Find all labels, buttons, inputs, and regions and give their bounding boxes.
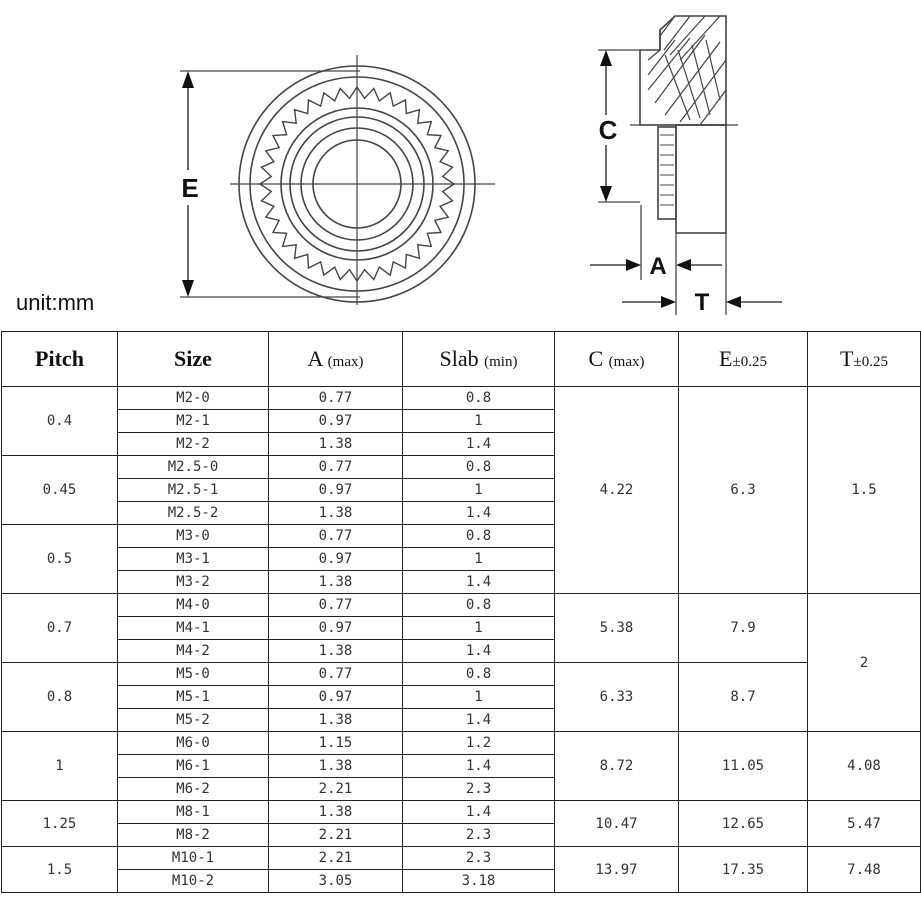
pitch-cell: 0.8 [2, 663, 118, 732]
a-cell: 0.77 [269, 594, 403, 617]
c-cell: 10.47 [555, 801, 679, 847]
header-e: E±0.25 [679, 332, 808, 387]
slab-cell: 0.8 [403, 387, 555, 410]
size-cell: M2.5-2 [118, 502, 269, 525]
e-cell: 17.35 [679, 847, 808, 893]
pitch-cell: 1.25 [2, 801, 118, 847]
c-cell: 5.38 [555, 594, 679, 663]
table-row [2, 594, 921, 617]
c-cell: 6.33 [555, 663, 679, 732]
size-cell: M8-1 [118, 801, 269, 824]
size-cell: M5-0 [118, 663, 269, 686]
pitch-cell: 0.5 [2, 525, 118, 594]
size-cell: M2-2 [118, 433, 269, 456]
unit-label: unit:mm [16, 290, 95, 315]
size-cell: M4-1 [118, 617, 269, 640]
size-cell: M2-1 [118, 410, 269, 433]
slab-cell: 1.2 [403, 732, 555, 755]
a-cell: 1.38 [269, 502, 403, 525]
a-cell: 0.77 [269, 456, 403, 479]
table-row [2, 663, 921, 686]
slab-cell: 1 [403, 617, 555, 640]
slab-cell: 2.3 [403, 778, 555, 801]
e-cell: 11.05 [679, 732, 808, 801]
slab-cell: 1 [403, 686, 555, 709]
size-cell: M5-2 [118, 709, 269, 732]
size-cell: M5-1 [118, 686, 269, 709]
dimension-c-label: C [598, 115, 618, 145]
e-cell: 12.65 [679, 801, 808, 847]
a-cell: 0.77 [269, 663, 403, 686]
slab-cell: 1 [403, 410, 555, 433]
a-cell: 1.38 [269, 755, 403, 778]
size-cell: M6-1 [118, 755, 269, 778]
slab-cell: 1.4 [403, 640, 555, 663]
table-row [2, 847, 921, 870]
slab-cell: 1.4 [403, 433, 555, 456]
a-cell: 1.38 [269, 571, 403, 594]
c-cell: 13.97 [555, 847, 679, 893]
t-cell: 4.08 [808, 732, 921, 801]
size-cell: M2.5-0 [118, 456, 269, 479]
e-cell: 7.9 [679, 594, 808, 663]
pitch-cell: 0.7 [2, 594, 118, 663]
slab-cell: 1 [403, 548, 555, 571]
a-cell: 0.77 [269, 525, 403, 548]
a-cell: 1.15 [269, 732, 403, 755]
a-cell: 2.21 [269, 824, 403, 847]
header-pitch: Pitch [2, 332, 118, 387]
a-cell: 2.21 [269, 778, 403, 801]
slab-cell: 0.8 [403, 456, 555, 479]
slab-cell: 0.8 [403, 525, 555, 548]
size-cell: M4-0 [118, 594, 269, 617]
table-row [2, 732, 921, 755]
size-cell: M3-1 [118, 548, 269, 571]
t-cell: 2 [808, 594, 921, 732]
table-header-row [2, 332, 921, 387]
slab-cell: 1.4 [403, 571, 555, 594]
slab-cell: 2.3 [403, 824, 555, 847]
header-c: C (max) [555, 332, 679, 387]
size-cell: M3-0 [118, 525, 269, 548]
t-cell: 7.48 [808, 847, 921, 893]
size-cell: M6-2 [118, 778, 269, 801]
a-cell: 1.38 [269, 709, 403, 732]
header-slab: Slab (min) [403, 332, 555, 387]
size-cell: M8-2 [118, 824, 269, 847]
a-cell: 1.38 [269, 640, 403, 663]
a-cell: 0.97 [269, 548, 403, 571]
a-cell: 0.97 [269, 410, 403, 433]
front-view-drawing [180, 55, 495, 305]
spec-table [1, 331, 921, 893]
a-cell: 0.97 [269, 617, 403, 640]
c-cell: 8.72 [555, 732, 679, 801]
header-size: Size [118, 332, 269, 387]
slab-cell: 1.4 [403, 801, 555, 824]
a-cell: 1.38 [269, 801, 403, 824]
size-cell: M10-2 [118, 870, 269, 893]
slab-cell: 0.8 [403, 594, 555, 617]
e-cell: 8.7 [679, 663, 808, 732]
a-cell: 3.05 [269, 870, 403, 893]
pitch-cell: 0.45 [2, 456, 118, 525]
slab-cell: 0.8 [403, 663, 555, 686]
pitch-cell: 1.5 [2, 847, 118, 893]
dimension-a-label: A [649, 253, 667, 280]
size-cell: M10-1 [118, 847, 269, 870]
slab-cell: 1 [403, 479, 555, 502]
a-cell: 0.97 [269, 686, 403, 709]
header-a: A (max) [269, 332, 403, 387]
a-cell: 2.21 [269, 847, 403, 870]
size-cell: M6-0 [118, 732, 269, 755]
pitch-cell: 1 [2, 732, 118, 801]
size-cell: M2.5-1 [118, 479, 269, 502]
technical-drawing [0, 0, 921, 330]
slab-cell: 2.3 [403, 847, 555, 870]
pitch-cell: 0.4 [2, 387, 118, 456]
table-row [2, 801, 921, 824]
dimension-t-label: T [694, 289, 710, 316]
c-cell: 4.22 [555, 387, 679, 594]
slab-cell: 1.4 [403, 709, 555, 732]
a-cell: 0.77 [269, 387, 403, 410]
table-row [2, 387, 921, 410]
e-cell: 6.3 [679, 387, 808, 594]
a-cell: 1.38 [269, 433, 403, 456]
dimension-e-label: E [181, 173, 199, 203]
size-cell: M4-2 [118, 640, 269, 663]
side-view-drawing [590, 16, 782, 315]
slab-cell: 1.4 [403, 755, 555, 778]
header-t: T±0.25 [808, 332, 921, 387]
slab-cell: 1.4 [403, 502, 555, 525]
t-cell: 1.5 [808, 387, 921, 594]
size-cell: M2-0 [118, 387, 269, 410]
a-cell: 0.97 [269, 479, 403, 502]
t-cell: 5.47 [808, 801, 921, 847]
size-cell: M3-2 [118, 571, 269, 594]
slab-cell: 3.18 [403, 870, 555, 893]
